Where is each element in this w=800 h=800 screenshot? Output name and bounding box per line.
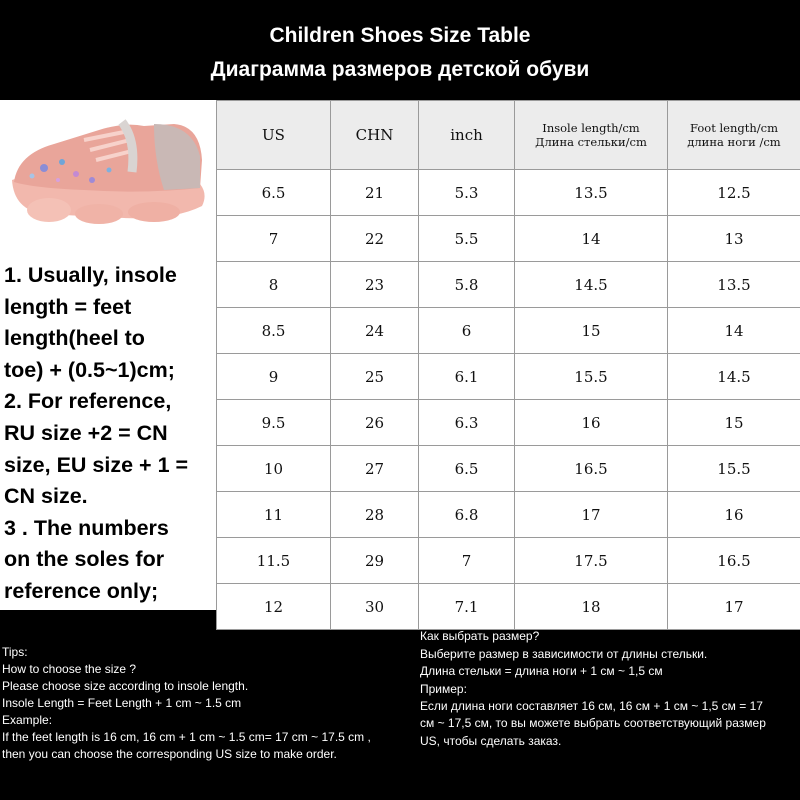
insole-cell: 16.5 <box>515 446 668 492</box>
tip-line: Длина стельки = длина ноги + 1 см ~ 1,5 см <box>420 664 663 679</box>
tip-line: Пример: <box>420 681 467 696</box>
note-line: RU size +2 = CN <box>4 420 168 445</box>
table-row <box>217 262 800 308</box>
header-insole-en: Insole length/cm <box>542 121 640 135</box>
foot-cell: 17 <box>668 584 800 630</box>
chn-cell: 26 <box>331 400 419 446</box>
insole-cell: 15 <box>515 308 668 354</box>
inch-cell: 6.1 <box>419 354 515 400</box>
header-chn: CHN <box>331 101 419 170</box>
tip-line: см ~ 17,5 см, то вы можете выбрать соответствующий размер <box>420 716 766 731</box>
inch-cell: 5.3 <box>419 170 515 216</box>
us-cell: 8.5 <box>217 308 331 354</box>
note-line: 2. For reference, <box>4 389 172 414</box>
chn-cell: 21 <box>331 170 419 216</box>
header-us: US <box>217 101 331 170</box>
table-row <box>217 170 800 216</box>
tip-line: Insole Length = Feet Length + 1 cm ~ 1.5 cm <box>2 696 242 710</box>
table-row <box>217 400 800 446</box>
note-line: on the soles for <box>4 547 165 572</box>
chn-cell: 28 <box>331 492 419 538</box>
table-row <box>217 308 800 354</box>
note-line: 1. Usually, insole <box>4 263 177 287</box>
us-cell: 8 <box>217 262 331 308</box>
tip-line: Tips: <box>2 645 28 659</box>
inch-cell: 5.8 <box>419 262 515 308</box>
foot-cell: 14.5 <box>668 354 800 400</box>
header-insole-ru: Длина стельки/cm <box>535 135 647 149</box>
tip-line: How to choose the size ? <box>2 662 137 676</box>
table-row <box>217 538 800 584</box>
shoe-image <box>4 110 209 230</box>
foot-cell: 15 <box>668 400 800 446</box>
note-line: length(heel to <box>4 326 145 351</box>
us-cell: 9.5 <box>217 400 331 446</box>
foot-cell: 16.5 <box>668 538 800 584</box>
tip-line: Example: <box>2 713 53 727</box>
note-line: size, EU size + 1 = <box>4 452 189 477</box>
chn-cell: 24 <box>331 308 419 354</box>
header <box>0 0 800 100</box>
insole-cell: 15.5 <box>515 354 668 400</box>
chn-cell: 25 <box>331 354 419 400</box>
left-panel <box>0 100 216 610</box>
us-cell: 11 <box>217 492 331 538</box>
note-line: 3 . The numbers <box>4 515 169 540</box>
insole-cell: 13.5 <box>515 170 668 216</box>
header-foot <box>668 101 800 170</box>
us-cell: 10 <box>217 446 331 492</box>
note-line: length = feet <box>4 294 132 319</box>
tip-line: Если длина ноги составляет 16 см, 16 см + 1 см ~ 1,5 см = 17 <box>420 699 763 714</box>
note-line: reference only; <box>4 578 159 603</box>
table-body <box>217 170 800 630</box>
foot-cell: 14 <box>668 308 800 354</box>
table-row <box>217 492 800 538</box>
title-russian: Диаграмма размеров детской обуви <box>210 58 590 81</box>
chn-cell: 22 <box>331 216 419 262</box>
insole-cell: 16 <box>515 400 668 446</box>
tip-line: Советы: <box>420 612 466 626</box>
us-cell: 7 <box>217 216 331 262</box>
us-cell: 12 <box>217 584 331 630</box>
inch-cell: 5.5 <box>419 216 515 262</box>
table-row <box>217 446 800 492</box>
table-row <box>217 216 800 262</box>
insole-cell: 17 <box>515 492 668 538</box>
foot-cell: 13 <box>668 216 800 262</box>
chn-cell: 30 <box>331 584 419 630</box>
tip-line: then you can choose the corresponding US size to make order. <box>2 747 337 761</box>
header-insole <box>515 101 668 170</box>
tips-russian <box>420 611 798 750</box>
note-line: toe) + (0.5~1)cm; <box>4 357 175 382</box>
table-header-row <box>217 101 800 170</box>
tip-line: Please choose size according to insole length. <box>2 679 249 693</box>
note-line: CN size. <box>4 484 88 509</box>
tip-line: Как выбрать размер? <box>420 629 540 644</box>
foot-cell: 16 <box>668 492 800 538</box>
inch-cell: 6.3 <box>419 400 515 446</box>
tips-english <box>2 644 412 763</box>
insole-cell: 14.5 <box>515 262 668 308</box>
foot-cell: 15.5 <box>668 446 800 492</box>
foot-cell: 12.5 <box>668 170 800 216</box>
chn-cell: 23 <box>331 262 419 308</box>
table-row <box>217 354 800 400</box>
size-table <box>216 100 800 630</box>
inch-cell: 6 <box>419 308 515 354</box>
inch-cell: 6.8 <box>419 492 515 538</box>
us-cell: 6.5 <box>217 170 331 216</box>
size-notes <box>4 260 216 608</box>
chn-cell: 27 <box>331 446 419 492</box>
insole-cell: 14 <box>515 216 668 262</box>
inch-cell: 7 <box>419 538 515 584</box>
insole-cell: 17.5 <box>515 538 668 584</box>
tip-line: Выберите размер в зависимости от длины стельки. <box>420 646 708 661</box>
chn-cell: 29 <box>331 538 419 584</box>
foot-cell: 13.5 <box>668 262 800 308</box>
inch-cell: 7.1 <box>419 584 515 630</box>
insole-cell: 18 <box>515 584 668 630</box>
tip-line: US, чтобы сделать заказ. <box>420 733 562 748</box>
tip-line: If the feet length is 16 cm, 16 cm + 1 cm ~ 1.5 cm= 17 cm ~ 17.5 cm , <box>2 730 371 744</box>
header-foot-ru: длина ноги /cm <box>687 135 781 149</box>
title-english: Children Shoes Size Table <box>269 24 531 47</box>
header-inch: inch <box>419 101 515 170</box>
header-foot-en: Foot length/cm <box>690 121 778 135</box>
us-cell: 11.5 <box>217 538 331 584</box>
us-cell: 9 <box>217 354 331 400</box>
inch-cell: 6.5 <box>419 446 515 492</box>
